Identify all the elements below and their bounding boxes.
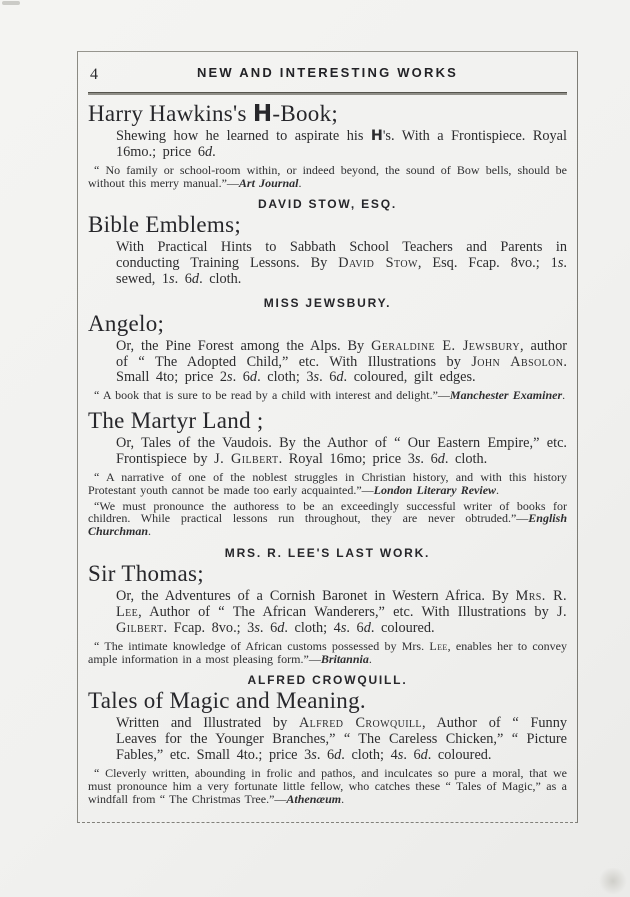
- book-description: Written and Illustrated by Alfred Crowquill, Author of “ Funny Leaves for the Younger Branches,” “ The Careless Chicken,” “ Picture Fables,” etc. Small 4to.; price 3s. 6d. cloth; 4s. 6d. coloured.: [116, 715, 567, 764]
- section-martyr-land: [88, 409, 567, 538]
- book-title: Tales of Magic and Meaning.: [88, 688, 366, 714]
- review-quote: “We must pronounce the authoress to be an exceedingly successful writer of books for children. While practical lessons run throughout, they are never obtruded.”—English Churchman.: [88, 498, 567, 539]
- book-description: Or, Tales of the Vaudois. By the Author of “ Our Eastern Empire,” etc. Frontispiece by J. Gilbert. Royal 16mo; price 3s. 6d. cloth.: [116, 435, 567, 467]
- section-angelo: [88, 297, 567, 402]
- book-title: The Martyr Land ;: [88, 408, 264, 434]
- section-tales-of-magic: [88, 674, 567, 805]
- scan-artifact: [2, 1, 20, 5]
- review-quote: “ The intimate knowledge of African customs possessed by Mrs. Lee, enables her to convey ample information in a most pleasing form.”—Britannia.: [88, 638, 567, 666]
- book-description: With Practical Hints to Sabbath School Teachers and Parents in conducting Training Lessons. By David Stow, Esq. Fcap. 8vo.; 1s. sewed, 1s. 6d. cloth.: [116, 239, 567, 287]
- section-harry-hawkins: [88, 102, 567, 189]
- review-quote: “ A book that is sure to be read by a child with interest and delight.”—Manchester Examiner.: [94, 388, 566, 403]
- book-description: Or, the Pine Forest among the Alps. By Geraldine E. Jewsbury, author of “ The Adopted Child,” etc. With Illustrations by John Absolon. Small 4to; price 2s. 6d. cloth; 3s. 6d. coloured, gilt edges.: [116, 337, 567, 386]
- book-title: Harry Hawkins's H-Book;: [88, 101, 339, 127]
- page-number: 4: [90, 66, 98, 83]
- book-description: Or, the Adventures of a Cornish Baronet in Western Africa. By Mrs. R. Lee, Author of “ The African Wanderers,” etc. With Illustrations by J. Gilbert. Fcap. 8vo.; 3s. 6d. cloth; 4s. 6d. coloured.: [116, 588, 567, 636]
- book-description: Shewing how he learned to aspirate his H's. With a Frontispiece. Royal 16mo.; price 6d.: [116, 128, 567, 160]
- section-bible-emblems: [88, 198, 567, 287]
- author-heading: DAVID STOW, ESQ.: [257, 197, 398, 212]
- book-title: Bible Emblems;: [88, 212, 242, 238]
- author-heading: MRS. R. LEE'S LAST WORK.: [224, 546, 431, 561]
- author-heading: ALFRED CROWQUILL.: [247, 673, 408, 688]
- page-frame: [77, 51, 578, 823]
- running-title: NEW AND INTERESTING WORKS: [196, 65, 459, 80]
- review-quote: “ Cleverly written, abounding in frolic and pathos, and inculcates so pure a moral, that we must pronounce him a very fortunate little fellow, who catches these “ Tales of Magic,” as a windfall from “ The Christmas Tree.”—Athenæum.: [88, 765, 567, 806]
- author-heading: MISS JEWSBURY.: [263, 295, 392, 310]
- page-header: [88, 65, 567, 83]
- scan-artifact: [598, 868, 628, 894]
- review-quote: “ A narrative of one of the noblest struggles in Christian history, and with this history Protestant youth cannot be made too early acquainted.”—London Literary Review.: [88, 469, 567, 497]
- header-rule: [88, 92, 567, 95]
- book-title: Angelo;: [88, 310, 165, 336]
- review-quote: “ No family or school-room within, or indeed beyond, the sound of Bow bells, should be without this merry manual.”—Art Journal.: [88, 162, 567, 190]
- section-sir-thomas: [88, 547, 567, 665]
- book-title: Sir Thomas;: [88, 561, 204, 587]
